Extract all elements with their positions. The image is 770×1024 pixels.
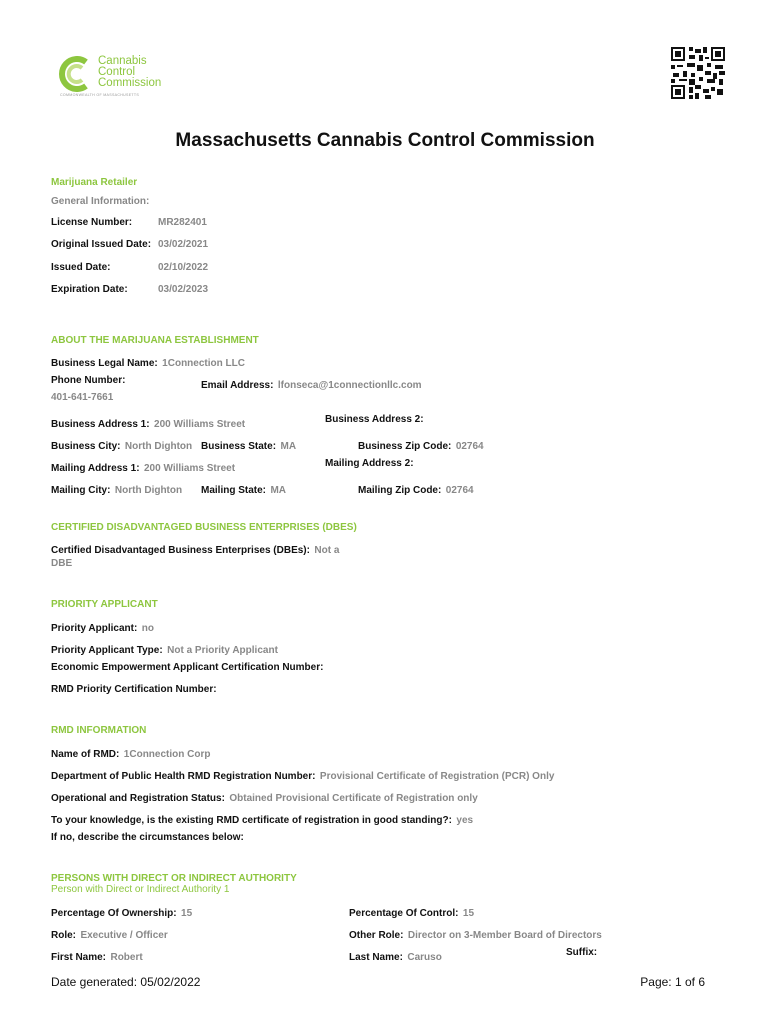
persons-authority-heading: PERSONS WITH DIRECT OR INDIRECT AUTHORITY: [51, 873, 297, 884]
mailing-state-value: MA: [270, 485, 287, 496]
business-legal-name-row: [51, 353, 245, 371]
mailing-city-label: Mailing City:: [51, 485, 111, 496]
business-city-row: [51, 436, 192, 454]
dph-registration-label: Department of Public Health RMD Registration Number:: [51, 771, 316, 782]
phone-number-label: Phone Number:: [51, 375, 126, 386]
expiration-date-label: Expiration Date:: [51, 284, 128, 295]
first-name-row: [51, 947, 143, 965]
mailing-address-1-label: Mailing Address 1:: [51, 463, 140, 474]
business-address-2-label: Business Address 2:: [325, 414, 424, 425]
person-authority-1-subheading: Person with Direct or Indirect Authority 1: [51, 884, 230, 895]
good-standing-value: yes: [456, 815, 474, 826]
email-address-label: Email Address:: [201, 380, 274, 391]
role-value: Executive / Officer: [80, 930, 168, 941]
email-address-value: lfonseca@1connectionllc.com: [277, 380, 422, 391]
good-standing-label: To your knowledge, is the existing RMD certificate of registration in good standing?:: [51, 815, 452, 826]
dbe-value-part2: DBE: [51, 558, 73, 569]
dbe-value-part1: Not a: [314, 545, 340, 556]
operational-status-row: [51, 788, 478, 806]
priority-applicant-label: Priority Applicant:: [51, 623, 138, 634]
mailing-address-2-label: Mailing Address 2:: [325, 458, 414, 469]
business-address-1-row: [51, 414, 245, 432]
last-name-row: [349, 947, 442, 965]
license-type: Marijuana Retailer: [51, 177, 138, 188]
business-city-value: North Dighton: [124, 441, 193, 452]
priority-applicant-type-row: [51, 640, 278, 658]
logo-wordmark: Cannabis Control Commission: [98, 55, 162, 89]
business-state-row: [201, 436, 296, 454]
priority-applicant-type-value: Not a Priority Applicant: [167, 645, 278, 656]
other-role-row: [349, 925, 602, 943]
mailing-zip-value: 02764: [445, 485, 474, 496]
operational-status-value: Obtained Provisional Certificate of Registration only: [229, 793, 478, 804]
role-label: Role:: [51, 930, 76, 941]
license-number-value: MR282401: [158, 217, 207, 228]
mailing-address-1-value: 200 Williams Street: [144, 463, 236, 474]
first-name-label: First Name:: [51, 952, 107, 963]
qr-code-icon: [671, 47, 725, 99]
control-value: 15: [462, 908, 475, 919]
rmd-name-value: 1Connection Corp: [123, 749, 211, 760]
general-information-heading: General Information:: [51, 196, 150, 207]
last-name-value: Caruso: [407, 952, 442, 963]
economic-empowerment-label: Economic Empowerment Applicant Certification Number:: [51, 662, 324, 673]
business-state-value: MA: [280, 441, 297, 452]
logo-c-icon: [56, 56, 98, 92]
dph-registration-value: Provisional Certificate of Registration (PCR) Only: [319, 771, 555, 782]
establishment-heading: ABOUT THE MARIJUANA ESTABLISHMENT: [51, 335, 259, 346]
phone-number-value: 401-641-7661: [51, 392, 114, 403]
mailing-zip-label: Mailing Zip Code:: [358, 485, 442, 496]
rmd-name-label: Name of RMD:: [51, 749, 120, 760]
priority-applicant-type-label: Priority Applicant Type:: [51, 645, 163, 656]
mailing-state-label: Mailing State:: [201, 485, 267, 496]
business-state-label: Business State:: [201, 441, 277, 452]
mailing-city-row: [51, 480, 182, 498]
if-no-describe-label: If no, describe the circumstances below:: [51, 832, 244, 843]
business-legal-name-value: 1Connection LLC: [162, 358, 245, 369]
logo-tagline: COMMONWEALTH OF MASSACHUSETTS: [60, 93, 140, 97]
page-number: Page: 1 of 6: [640, 975, 705, 989]
license-number-label: License Number:: [51, 217, 133, 228]
business-zip-row: [358, 436, 484, 454]
email-row: [201, 375, 422, 393]
dbe-row: [51, 540, 339, 558]
dbe-heading: CERTIFIED DISADVANTAGED BUSINESS ENTERPRISES (DBES): [51, 522, 357, 533]
control-row: [349, 903, 474, 921]
suffix-label: Suffix:: [566, 947, 598, 958]
page-title: Massachusetts Cannabis Control Commission: [175, 130, 595, 151]
dph-registration-row: [51, 766, 554, 784]
priority-applicant-value: no: [141, 623, 154, 634]
expiration-date-value: 03/02/2023: [158, 284, 209, 295]
mailing-city-value: North Dighton: [114, 485, 183, 496]
priority-applicant-row: [51, 618, 154, 636]
ownership-value: 15: [181, 908, 193, 919]
business-address-1-value: 200 Williams Street: [154, 419, 246, 430]
original-issued-date-value: 03/02/2021: [158, 239, 209, 250]
issued-date-value: 02/10/2022: [158, 262, 209, 273]
rmd-information-heading: RMD INFORMATION: [51, 725, 147, 736]
original-issued-date-label: Original Issued Date:: [51, 239, 152, 250]
control-label: Percentage Of Control:: [349, 908, 459, 919]
mailing-zip-row: [358, 480, 474, 498]
business-zip-value: 02764: [455, 441, 484, 452]
ownership-label: Percentage Of Ownership:: [51, 908, 177, 919]
rmd-priority-certification-label: RMD Priority Certification Number:: [51, 684, 217, 695]
role-row: [51, 925, 168, 943]
other-role-value: Director on 3-Member Board of Directors: [407, 930, 602, 941]
date-generated: Date generated: 05/02/2022: [51, 975, 201, 989]
business-city-label: Business City:: [51, 441, 121, 452]
business-zip-label: Business Zip Code:: [358, 441, 452, 452]
business-legal-name-label: Business Legal Name:: [51, 358, 158, 369]
priority-applicant-heading: PRIORITY APPLICANT: [51, 599, 158, 610]
mailing-state-row: [201, 480, 286, 498]
good-standing-row: [51, 810, 473, 828]
last-name-label: Last Name:: [349, 952, 403, 963]
rmd-name-row: [51, 744, 210, 762]
dbe-label: Certified Disadvantaged Business Enterprises (DBEs):: [51, 545, 310, 556]
issued-date-label: Issued Date:: [51, 262, 111, 273]
mailing-address-1-row: [51, 458, 235, 476]
business-address-1-label: Business Address 1:: [51, 419, 150, 430]
first-name-value: Robert: [110, 952, 143, 963]
cannabis-control-commission-logo: [56, 54, 186, 104]
ownership-row: [51, 903, 192, 921]
other-role-label: Other Role:: [349, 930, 404, 941]
operational-status-label: Operational and Registration Status:: [51, 793, 225, 804]
